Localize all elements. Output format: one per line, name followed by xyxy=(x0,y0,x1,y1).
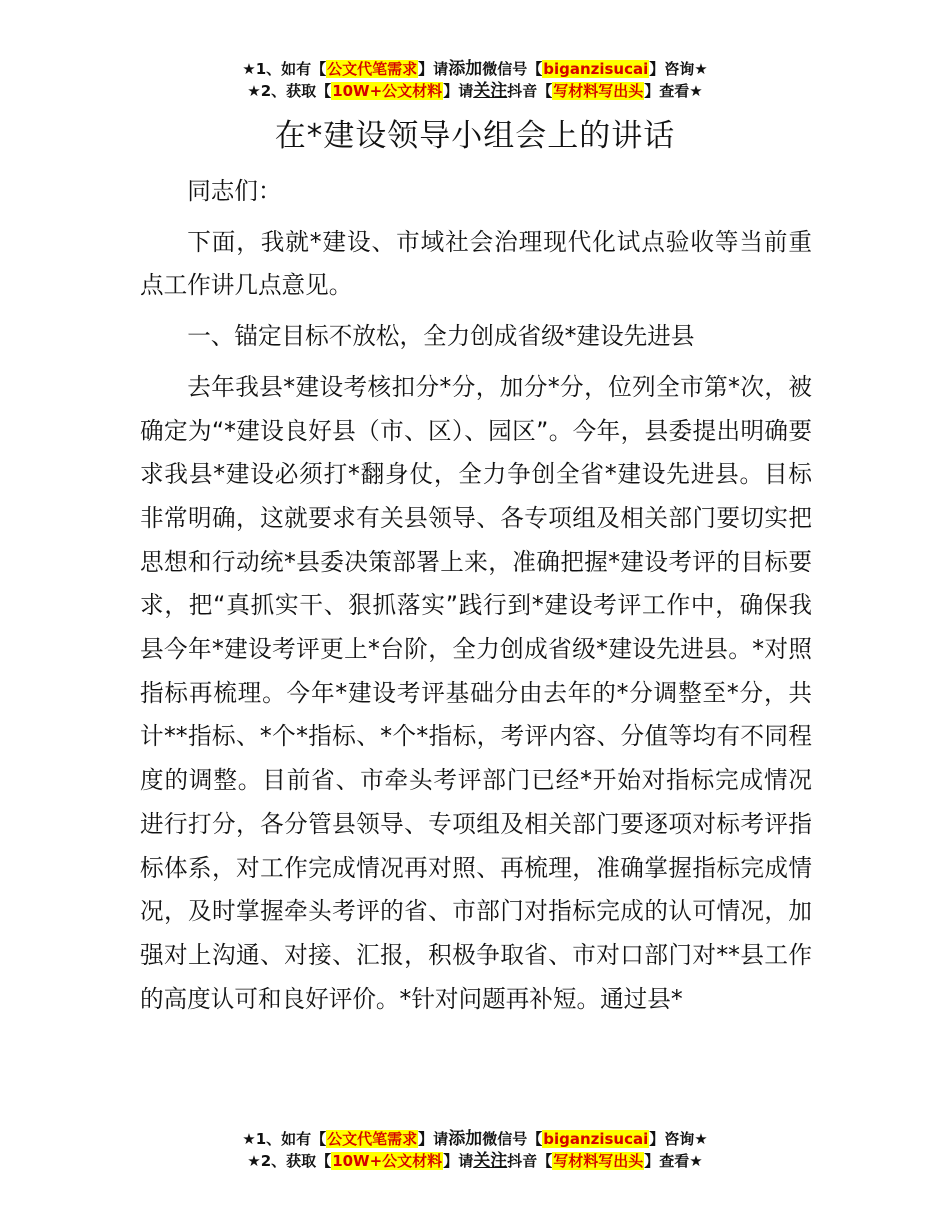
banner-highlight: biganzisucai xyxy=(543,60,649,78)
banner-text: 】请 xyxy=(443,82,474,100)
banner-text: 】请 xyxy=(443,1152,474,1170)
banner-text: 微信号【 xyxy=(482,1130,543,1148)
banner-text: ★2、获取【 xyxy=(247,82,332,100)
banner-text: 】查看★ xyxy=(644,1152,703,1170)
banner-text: 】请 xyxy=(418,60,449,78)
banner-line-2 xyxy=(0,1150,950,1172)
section-heading: 一、锚定目标不放松，全力创成省级*建设先进县 xyxy=(187,322,695,351)
document-body xyxy=(140,170,812,1021)
banner-text: 抖音【 xyxy=(507,1152,553,1170)
banner-text: ★2、获取【 xyxy=(247,1152,332,1170)
banner-emphasis: 关注 xyxy=(473,1151,508,1171)
banner-text: 】查看★ xyxy=(644,82,703,100)
banner-highlight: 10W+公文材料 xyxy=(332,82,443,100)
header-banner xyxy=(0,58,950,102)
banner-text: 微信号【 xyxy=(482,60,543,78)
banner-line-2 xyxy=(0,80,950,102)
banner-text: 】请 xyxy=(418,1130,449,1148)
body-paragraph: 去年我县*建设考核扣分*分，加分*分，位列全市第*次，被确定为“*建设良好县（市、区）、园区”。今年，县委提出明确要求我县*建设必须打*翻身仗，全力争创全省*建设先进县。目标非常明确，这就要求有关县领导、各专项组及相关部门要切实把思想和行动统*县委决策部署上来，准确把握*建设考评的目标要求，把“真抓实干、狠抓落实”践行到*建设考评工作中，确保我县今年*建设考评更上*台阶，全力创成省级*建设先进县。*对照指标再梳理。今年*建设考评基础分由去年的*分调整至*分，共计**指标、*个*指标、*个*指标，考评内容、分值等均有不同程度的调整。目前省、市牵头考评部门已经*开始对指标完成情况进行打分，各分管县领导、专项组及相关部门要逐项对标考评指标体系，对工作完成情况再对照、再梳理，准确掌握指标完成情况，及时掌握牵头考评的省、市部门对指标完成的认可情况，加强对上沟通、对接、汇报，积极争取省、市对口部门对**县工作的高度认可和良好评价。*针对问题再补短。通过县* xyxy=(140,372,812,1013)
banner-highlight: 写材料写出头 xyxy=(553,1152,644,1170)
banner-highlight: 公文代笔需求 xyxy=(327,1130,418,1148)
body-paragraph: 下面，我就*建设、市域社会治理现代化试点验收等当前重点工作讲几点意见。 xyxy=(140,227,812,300)
banner-emphasis: 添加 xyxy=(448,59,483,79)
banner-text: ★1、如有【 xyxy=(242,60,327,78)
banner-highlight: 10W+公文材料 xyxy=(332,1152,443,1170)
banner-text: ★1、如有【 xyxy=(242,1130,327,1148)
banner-highlight: 公文代笔需求 xyxy=(327,60,418,78)
banner-text: 抖音【 xyxy=(507,82,553,100)
banner-emphasis: 添加 xyxy=(448,1129,483,1149)
banner-emphasis: 关注 xyxy=(473,81,508,101)
footer-banner xyxy=(0,1128,950,1172)
salutation: 同志们： xyxy=(187,177,282,205)
banner-text: 】咨询★ xyxy=(649,1130,708,1148)
banner-line-1 xyxy=(0,1128,950,1150)
document-title: 在*建设领导小组会上的讲话 xyxy=(274,118,676,154)
banner-text: 】咨询★ xyxy=(649,60,708,78)
banner-highlight: biganzisucai xyxy=(543,1130,649,1148)
banner-highlight: 写材料写出头 xyxy=(553,82,644,100)
banner-line-1 xyxy=(0,58,950,80)
